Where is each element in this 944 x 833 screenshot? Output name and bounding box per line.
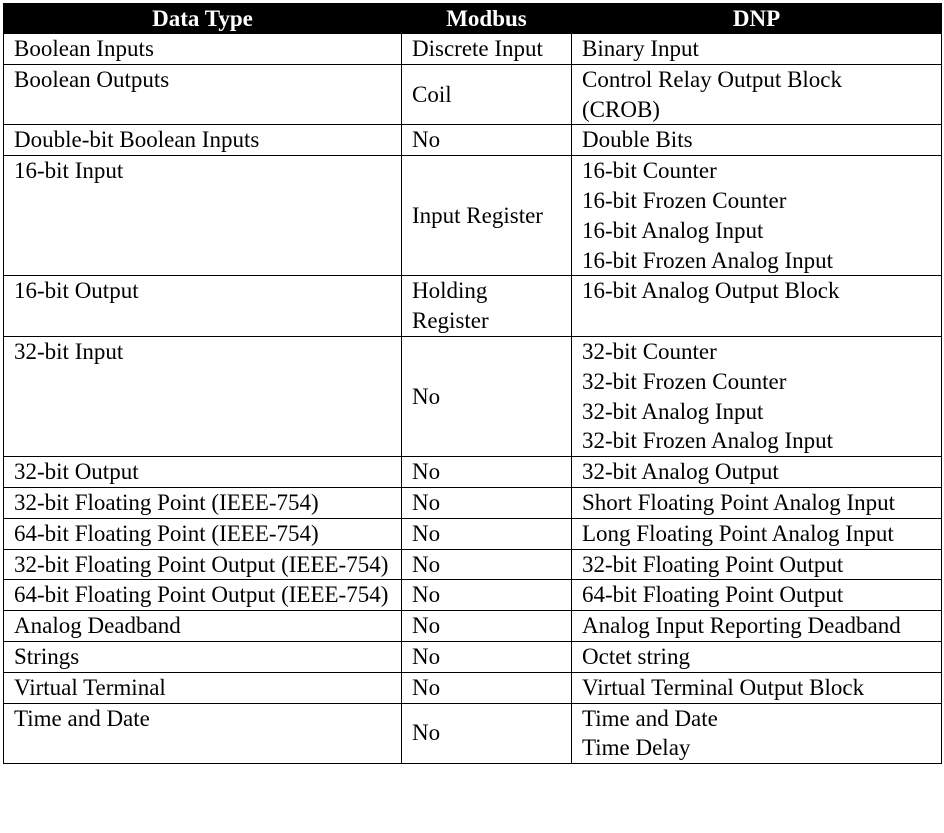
dnp-line: 16-bit Analog Output Block — [582, 278, 840, 304]
cell-modbus: No — [402, 457, 572, 488]
table-row — [4, 125, 942, 156]
dnp-line: Short Floating Point Analog Input — [582, 489, 896, 515]
cell-data-type: 32-bit Floating Point (IEEE-754) — [4, 487, 402, 518]
dnp-line: 16-bit Frozen Counter — [582, 187, 787, 213]
dnp-line: Long Floating Point Analog Input — [582, 520, 894, 546]
cell-dnp — [572, 34, 942, 65]
data-type-mapping-table — [3, 3, 942, 764]
cell-data-type: Time and Date — [4, 703, 402, 764]
dnp-line: 32-bit Analog Output — [582, 459, 779, 485]
cell-data-type: 64-bit Floating Point Output (IEEE-754) — [4, 580, 402, 611]
cell-dnp — [572, 336, 942, 456]
table-row — [4, 487, 942, 518]
cell-data-type: 16-bit Output — [4, 276, 402, 337]
header-modbus: Modbus — [402, 4, 572, 34]
dnp-line: Octet string — [582, 643, 690, 669]
cell-modbus: No — [402, 641, 572, 672]
dnp-line: Virtual Terminal Output Block — [582, 674, 865, 700]
dnp-line: 32-bit Frozen Counter — [582, 368, 787, 394]
table-row — [4, 611, 942, 642]
cell-data-type: 16-bit Input — [4, 156, 402, 276]
cell-data-type: 32-bit Output — [4, 457, 402, 488]
cell-modbus: No — [402, 518, 572, 549]
dnp-line: 32-bit Floating Point Output — [582, 551, 844, 577]
cell-modbus: Coil — [402, 64, 572, 125]
cell-modbus: No — [402, 487, 572, 518]
table-row — [4, 34, 942, 65]
dnp-line: 64-bit Floating Point Output — [582, 582, 844, 608]
dnp-line: 32-bit Analog Input — [582, 398, 764, 424]
cell-dnp — [572, 276, 942, 337]
dnp-line: (CROB) — [582, 96, 660, 122]
cell-data-type: Boolean Inputs — [4, 34, 402, 65]
cell-dnp — [572, 125, 942, 156]
cell-modbus: No — [402, 611, 572, 642]
cell-data-type: Double-bit Boolean Inputs — [4, 125, 402, 156]
dnp-line: Time and Date — [582, 705, 718, 731]
cell-dnp — [572, 518, 942, 549]
cell-dnp — [572, 64, 942, 125]
table-row — [4, 457, 942, 488]
header-row — [4, 4, 942, 34]
cell-dnp — [572, 611, 942, 642]
dnp-line: Time Delay — [582, 735, 691, 761]
cell-modbus: No — [402, 125, 572, 156]
dnp-line: 32-bit Counter — [582, 338, 717, 364]
header-dnp: DNP — [572, 4, 942, 34]
dnp-line: Control Relay Output Block — [582, 66, 843, 92]
cell-modbus: Holding Register — [402, 276, 572, 337]
cell-modbus: Input Register — [402, 156, 572, 276]
dnp-line: 16-bit Analog Input — [582, 217, 764, 243]
dnp-line: 16-bit Counter — [582, 158, 717, 184]
cell-modbus: No — [402, 703, 572, 764]
cell-dnp — [572, 487, 942, 518]
cell-modbus: No — [402, 672, 572, 703]
dnp-line: Double Bits — [582, 127, 693, 153]
cell-dnp — [572, 580, 942, 611]
dnp-line: 32-bit Frozen Analog Input — [582, 428, 834, 454]
cell-data-type: Virtual Terminal — [4, 672, 402, 703]
cell-dnp — [572, 549, 942, 580]
cell-modbus: No — [402, 549, 572, 580]
cell-modbus: Discrete Input — [402, 34, 572, 65]
cell-data-type: Analog Deadband — [4, 611, 402, 642]
cell-dnp — [572, 672, 942, 703]
table-row — [4, 336, 942, 456]
cell-data-type: 64-bit Floating Point (IEEE-754) — [4, 518, 402, 549]
table-row — [4, 156, 942, 276]
dnp-line: Analog Input Reporting Deadband — [582, 613, 901, 639]
table-row — [4, 549, 942, 580]
table-row — [4, 672, 942, 703]
table-row — [4, 641, 942, 672]
cell-modbus: No — [402, 580, 572, 611]
table-body — [4, 34, 942, 764]
cell-dnp — [572, 641, 942, 672]
cell-data-type: 32-bit Floating Point Output (IEEE-754) — [4, 549, 402, 580]
cell-dnp — [572, 457, 942, 488]
table-row — [4, 518, 942, 549]
cell-dnp — [572, 156, 942, 276]
table-row — [4, 580, 942, 611]
cell-modbus: No — [402, 336, 572, 456]
table-header — [4, 4, 942, 34]
cell-data-type: Boolean Outputs — [4, 64, 402, 125]
table-row — [4, 64, 942, 125]
cell-data-type: Strings — [4, 641, 402, 672]
cell-data-type: 32-bit Input — [4, 336, 402, 456]
header-data-type: Data Type — [4, 4, 402, 34]
table-row — [4, 276, 942, 337]
cell-dnp — [572, 703, 942, 764]
table-row — [4, 703, 942, 764]
dnp-line: 16-bit Frozen Analog Input — [582, 247, 834, 273]
dnp-line: Binary Input — [582, 36, 699, 61]
